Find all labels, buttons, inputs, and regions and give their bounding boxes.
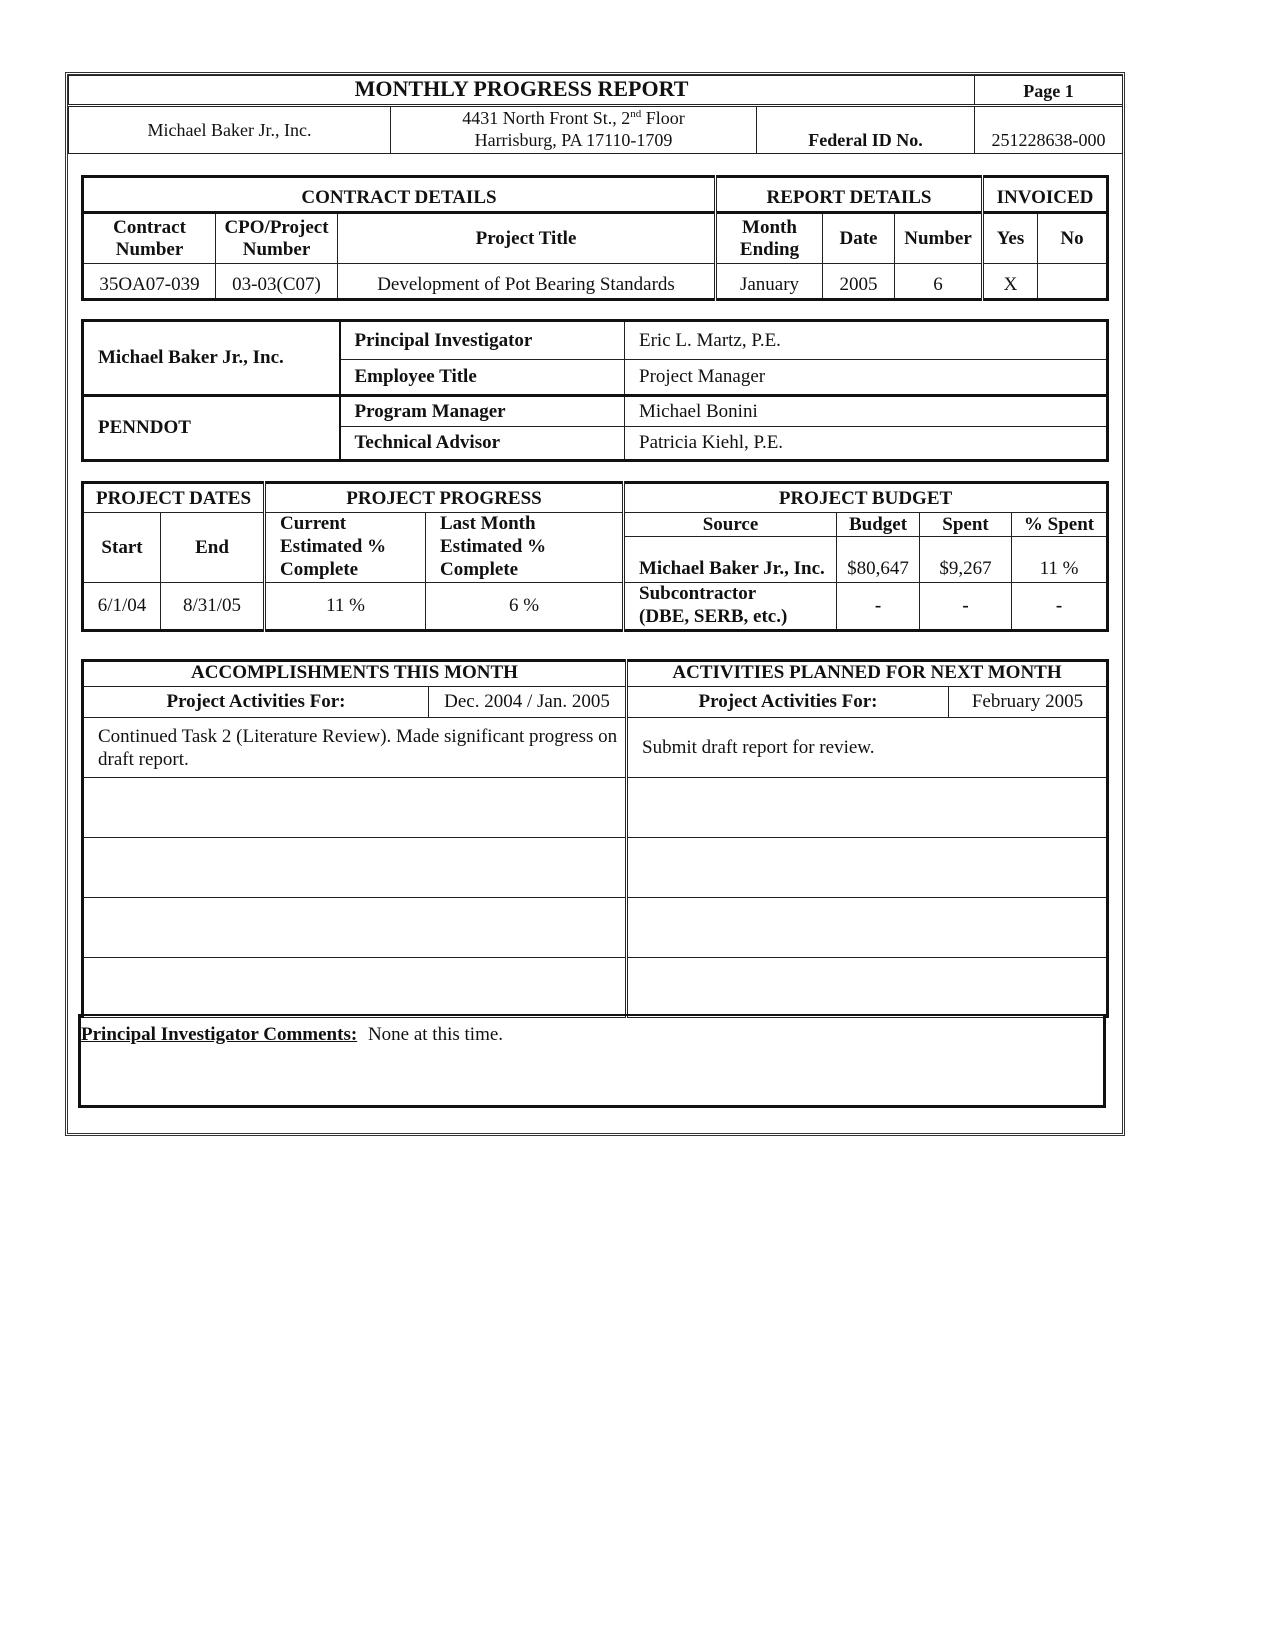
accomplishment-row-2: [83, 778, 627, 838]
budget-subcontractor-value: -: [837, 583, 920, 631]
accomplishments-period: Dec. 2004 / Jan. 2005: [429, 687, 627, 718]
col-cpo-line2: Number: [242, 238, 311, 260]
last-month-pct-label: [426, 513, 624, 583]
planned-row-3: [627, 838, 1108, 898]
contract-table: [81, 175, 1109, 301]
planned-row-2: [627, 778, 1108, 838]
cpo-number-value: 03-03(C07): [216, 264, 338, 300]
budget-label: Budget: [837, 513, 920, 537]
current-pct-value: 11 %: [265, 583, 426, 631]
accomplishments-heading: ACCOMPLISHMENTS THIS MONTH: [83, 661, 627, 687]
col-no: No: [1038, 213, 1108, 264]
activities-table: [81, 659, 1109, 1018]
pct-spent-baker-value: 11 %: [1012, 537, 1108, 583]
budget-source-subcontractor: [624, 583, 837, 631]
accomplishment-row-3: [83, 838, 627, 898]
report-details-heading: REPORT DETAILS: [716, 177, 983, 213]
current-pct-label: [265, 513, 426, 583]
col-number: Number: [895, 213, 983, 264]
planned-row-5: [627, 958, 1108, 1018]
pct-spent-subcontractor-value: -: [1012, 583, 1108, 631]
planned-row-1: Submit draft report for review.: [627, 718, 1108, 778]
source-label: Source: [624, 513, 837, 537]
address-sup: nd: [630, 108, 642, 121]
accomplishment-row-5: [83, 958, 627, 1018]
org-penndot: PENNDOT: [83, 396, 340, 461]
end-label: End: [161, 513, 265, 583]
comments-box: [78, 1014, 1106, 1108]
col-contract-line1: Contract: [113, 216, 186, 238]
col-month-ending: [716, 213, 823, 264]
spent-baker-value: $9,267: [920, 537, 1012, 583]
project-title-value: Development of Pot Bearing Standards: [338, 264, 716, 300]
col-project-title: Project Title: [338, 213, 716, 264]
number-value: 6: [895, 264, 983, 300]
pct-spent-label: % Spent: [1012, 513, 1108, 537]
col-month-line2: Ending: [739, 238, 800, 260]
planned-row-4: [627, 898, 1108, 958]
employee-title-label: Employee Title: [340, 360, 625, 396]
project-table: [81, 481, 1109, 632]
org-michael-baker: Michael Baker Jr., Inc.: [83, 321, 340, 396]
comments-label: Principal Investigator Comments:: [81, 1024, 358, 1045]
accomplishment-row-1: Continued Task 2 (Literature Review). Made significant progress on draft report.: [83, 718, 627, 778]
accomplishments-activities-for: Project Activities For:: [83, 687, 429, 718]
last-line1: Last Month: [440, 513, 536, 535]
planned-period: February 2005: [949, 687, 1108, 718]
header-address: [391, 106, 757, 154]
last-month-pct-value: 6 %: [426, 583, 624, 631]
address-line2: Harrisburg, PA 17110-1709: [474, 130, 673, 150]
report-title: MONTHLY PROGRESS REPORT: [69, 76, 975, 106]
program-manager-label: Program Manager: [340, 396, 625, 427]
current-line3: Complete: [280, 558, 359, 580]
contract-details-heading: CONTRACT DETAILS: [83, 177, 716, 213]
invoiced-heading: INVOICED: [983, 177, 1108, 213]
project-progress-heading: PROJECT PROGRESS: [265, 483, 624, 513]
subcontractor-line1: Subcontractor: [639, 583, 757, 605]
address-floor: Floor: [641, 108, 685, 129]
pi-value: Eric L. Martz, P.E.: [625, 321, 1108, 360]
end-value: 8/31/05: [161, 583, 265, 631]
spent-subcontractor-value: -: [920, 583, 1012, 631]
date-value: 2005: [823, 264, 895, 300]
last-line2: Estimated %: [440, 536, 547, 558]
month-ending-value: January: [716, 264, 823, 300]
last-line3: Complete: [440, 558, 519, 580]
current-line2: Estimated %: [280, 536, 387, 558]
planned-activities-for: Project Activities For:: [627, 687, 949, 718]
accomplishment-row-4: [83, 898, 627, 958]
page-number: Page 1: [975, 76, 1123, 106]
contract-number-value: 35OA07-039: [83, 264, 216, 300]
budget-baker-value: $80,647: [837, 537, 920, 583]
subcontractor-line2: (DBE, SERB, etc.): [639, 606, 788, 627]
col-cpo-line1: CPO/Project: [224, 216, 329, 238]
spent-label: Spent: [920, 513, 1012, 537]
start-label: Start: [83, 513, 161, 583]
employee-title-value: Project Manager: [625, 360, 1108, 396]
col-date: Date: [823, 213, 895, 264]
comments-text: None at this time.: [367, 1024, 504, 1045]
col-contract-line2: Number: [115, 238, 184, 260]
col-contract-number: [83, 213, 216, 264]
project-budget-heading: PROJECT BUDGET: [624, 483, 1108, 513]
col-cpo-number: [216, 213, 338, 264]
invoiced-no-value: [1038, 264, 1108, 300]
technical-advisor-value: Patricia Kiehl, P.E.: [625, 427, 1108, 461]
pi-label: Principal Investigator: [340, 321, 625, 360]
col-month-line1: Month: [742, 216, 797, 238]
budget-source-baker: Michael Baker Jr., Inc.: [624, 537, 837, 583]
federal-id-value: 251228638-000: [975, 106, 1123, 154]
invoiced-yes-value: X: [983, 264, 1038, 300]
header-table: [68, 75, 1123, 154]
start-value: 6/1/04: [83, 583, 161, 631]
personnel-table: [81, 319, 1109, 462]
project-dates-heading: PROJECT DATES: [83, 483, 265, 513]
technical-advisor-label: Technical Advisor: [340, 427, 625, 461]
planned-heading: ACTIVITIES PLANNED FOR NEXT MONTH: [627, 661, 1108, 687]
program-manager-value: Michael Bonini: [625, 396, 1108, 427]
col-yes: Yes: [983, 213, 1038, 264]
address-line1: 4431 North Front St., 2: [462, 108, 631, 129]
federal-id-label: Federal ID No.: [757, 106, 975, 154]
header-company: Michael Baker Jr., Inc.: [69, 106, 391, 154]
current-line1: Current: [280, 513, 347, 535]
